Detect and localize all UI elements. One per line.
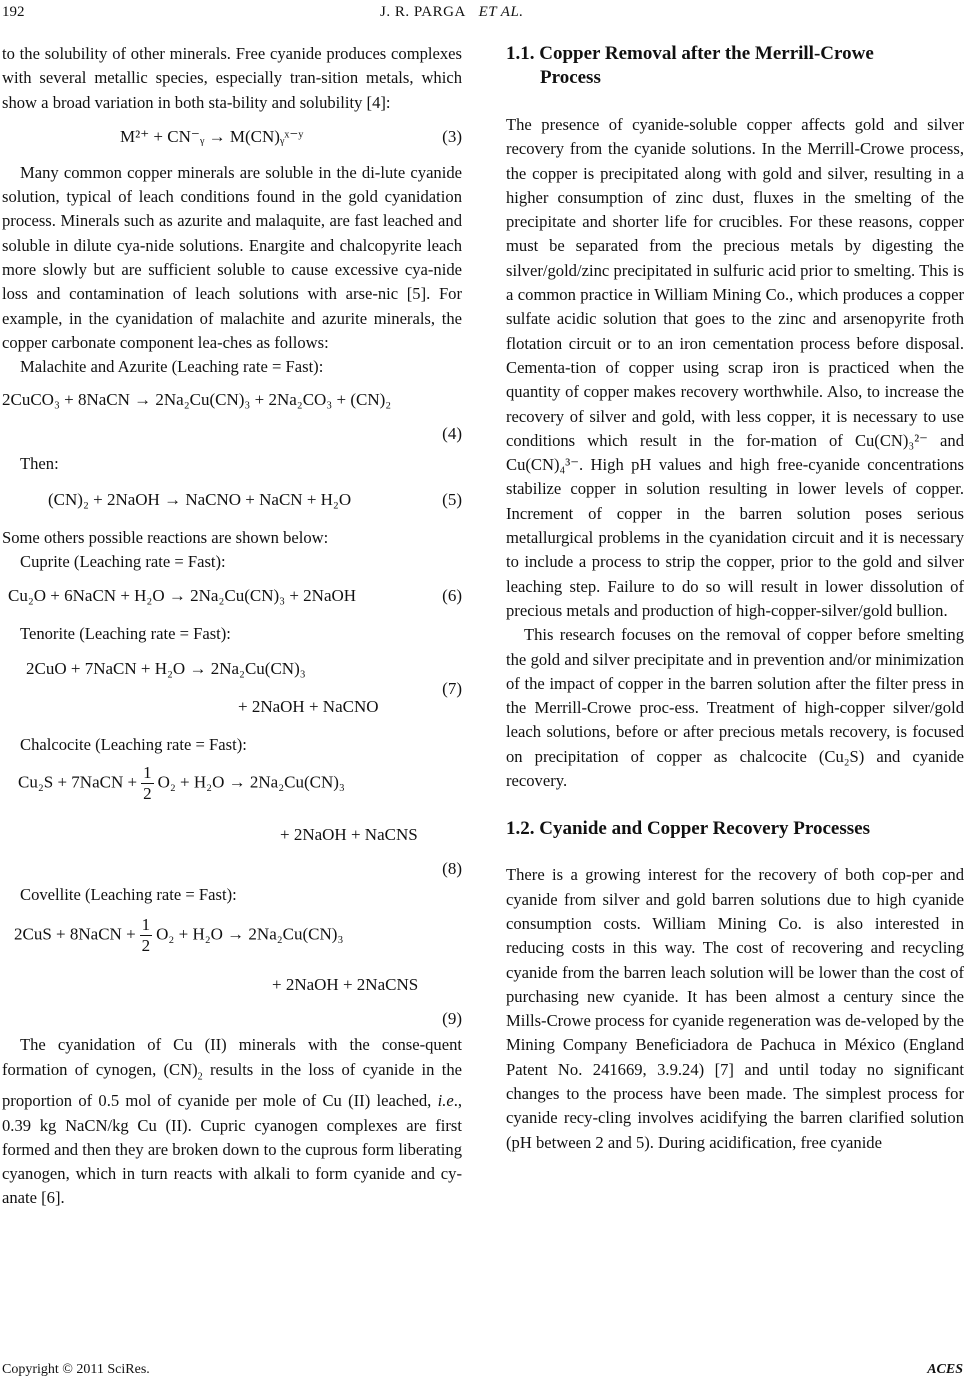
- equation-line: 2CuS + 8NaCN + $\frac{1}{2}$ O₂ + H₂O → 2Na₂Cu(CN)₃: [14, 915, 344, 956]
- formula: Cu(CN)₄³⁻: [506, 455, 579, 475]
- reaction-label: Malachite and Azurite (Leaching rate = Fast):: [20, 357, 324, 377]
- equation-number: (6): [442, 586, 462, 606]
- equation-9: [2, 907, 462, 1033]
- equation-line: + 2NaOH + NaCNS: [280, 825, 418, 845]
- equation-4: [2, 380, 462, 452]
- equation-line: + 2NaOH + 2NaCNS: [272, 975, 419, 995]
- running-header: [0, 4, 967, 28]
- reaction-label: Chalcocite (Leaching rate = Fast):: [20, 734, 247, 754]
- equation-number: (7): [442, 678, 462, 698]
- equation-number: (9): [442, 1009, 462, 1029]
- equation-8: [2, 757, 462, 883]
- equation-body: (CN)₂ + 2NaOH → NaCNO + NaCN + H₂O: [48, 489, 352, 509]
- reaction-label: Then:: [20, 453, 59, 473]
- running-authors: J. R. PARGA ET AL.: [380, 4, 524, 20]
- paragraph: to the solubility of other minerals. Free cyanide produces complexes with several metallic species, especially tran-sition metals, which show a broad variation in both sta-bility and solubility [4]:: [2, 44, 462, 112]
- paragraph: There is a growing interest for the recovery of both cop-per and cyanide from silver and gold barren solutions due to high cyanide consumption costs. William Mining Co. is also interested in reducing costs in this way. The cost of recovering and recycling cyanide from the barren leach solution will be lower than the cost of purchasing new cyanide. It has been almost a century since the Mills-Crowe process for cyanide regeneration was de-veloped by the Mining Company Beneficiadora de Pachuca in México (England Patent No. 241669, 3.9.24) [7] and until today no significant changes to the process have been made. The simplest process for cyanide recy-cling involves acidifying the barren clarified solution (pH between 2 and 5). During acidification, free cyanide: [506, 865, 965, 1152]
- section-heading-1-1-continued: Process: [540, 67, 601, 88]
- equation-7: [2, 647, 462, 733]
- equation-6: [2, 574, 462, 622]
- equation-number: (4): [442, 423, 462, 443]
- section-heading-1-1: 1.1. Copper Removal after the Merrill-Crowe: [506, 43, 874, 64]
- section-heading-1-2: 1.2. Cyanide and Copper Recovery Processes: [506, 818, 870, 840]
- equation-number: (8): [442, 859, 462, 879]
- fraction-half: $\frac{1}{2}$: [141, 915, 151, 956]
- left-column: [2, 42, 462, 1211]
- reaction-label: Cuprite (Leaching rate = Fast):: [20, 552, 226, 572]
- equation-5: [2, 476, 462, 526]
- fraction-half: $\frac{1}{2}$: [143, 763, 152, 804]
- formula: Cu(CN)₃²⁻: [854, 430, 928, 450]
- equation-line: + 2NaOH + NaCNO: [238, 696, 379, 716]
- equation-body: 2CuCO₃ + 8NaCN → 2Na₂Cu(CN)₃ + 2Na₂CO₃ + (CN)₂: [2, 389, 392, 409]
- paragraph: The cyanidation of Cu (II) minerals with the conse-quent formation of cynogen, $(CN)_2$ results in the loss of cyanide in the proportion of 0.5 mol of cyanide per mole of Cu (II) leached, i.e., 0.39 kg NaCN/kg Cu (II). Cupric cyanogen complexes are first formed and then they are broken down to the cuprous form liberating cyanogen, which in turn reacts with alkali to form cyanide and cy-anate [6].: [2, 1035, 462, 1208]
- page-number: 192: [2, 4, 25, 20]
- equation-3: [2, 115, 462, 161]
- equation-body: M²⁺ + CN⁻ᵧ → M(CN)ᵧˣ⁻ʸ: [120, 126, 304, 146]
- equation-line: 2CuO + 7NaCN + H₂O → 2Na₂Cu(CN)₃: [26, 658, 306, 678]
- reaction-label: Covellite (Leaching rate = Fast):: [20, 885, 237, 905]
- right-column: [506, 42, 964, 1155]
- copyright: Copyright © 2011 SciRes.: [2, 1362, 150, 1377]
- journal-abbrev: ACES: [927, 1362, 963, 1377]
- paragraph: Many common copper minerals are soluble in the di-lute cyanide solution, typical of leach conditions found in the gold cyanidation process. Minerals such as azurite and malaquite, are fast leached and soluble in dilute cya-nide solutions. Enargite and chalcopyrite leach more slowly but are sufficient soluble to cause excessive cya-nide loss and contamination of leach solutions with arse-nic [5]. For example, in the cyanidation of malachite and azurite minerals, the copper carbonate component lea-ches as follows:: [2, 162, 462, 352]
- reaction-label: Tenorite (Leaching rate = Fast):: [20, 624, 231, 644]
- equation-line: Cu₂S + 7NaCN + $\frac{1}{2}$ O₂ + H₂O → 2Na₂Cu(CN)₃: [18, 763, 345, 804]
- equation-body: Cu₂O + 6NaCN + H₂O → 2Na₂Cu(CN)₃ + 2NaOH: [8, 586, 357, 606]
- paragraph: Some others possible reactions are shown below:: [2, 527, 329, 547]
- equation-number: (5): [442, 489, 462, 509]
- paragraph: This research focuses on the removal of copper before smelting the gold and silver precipitate and in prevention and/or minimization of the impact of copper in the barren solution after the filter press in the Merrill-Crowe proc-ess. Treatment of high-copper silver/gold leach solutions, before or after precious metals recovery, is focused on precipitation of copper as chalcocite (Cu₂S) and cyanide recovery.: [506, 625, 964, 791]
- paragraph: The presence of cyanide-soluble copper affects gold and silver recovery from the cyanide solutions. In the Merrill-Crowe process, the copper is precipitated along with gold and silver, resulting in a higher consumption of zinc dust, fluxes in the smelting of the precipitate and shorter life for crucibles. For these reasons, copper must be separated from the precious metals by digesting the silver/gold/zinc precipitated in sulfuric acid prior to smelting. This is a common practice in William Mining Co., which produces a copper sulfate acidic solution that goes to the zinc and arsenopyrite froth flotation circuit or to an iron cementation process before disposal. Cementa-tion of copper using scrap iron is practiced when the quantity of copper makes recovery worthwhile. Also, to increase the recovery of silver and gold, with less copper, it is necessary to use conditions which result in the for-mation of Cu(CN)₃²⁻ and Cu(CN)₄³⁻. High pH values and high free-cyanide concentrations stabilize copper in solution resulting in lower levels of copper. Increment of copper in the barren solution poses serious metallurgical problems in the cyanidation circuit and it is necessary to include a process to strip the copper, prior to the gold and silver leaching step. Failure to do so will result in lower dissolution of precious metals and production of high-copper-silver/gold bullion.: [506, 115, 965, 620]
- equation-number: (3): [442, 126, 462, 146]
